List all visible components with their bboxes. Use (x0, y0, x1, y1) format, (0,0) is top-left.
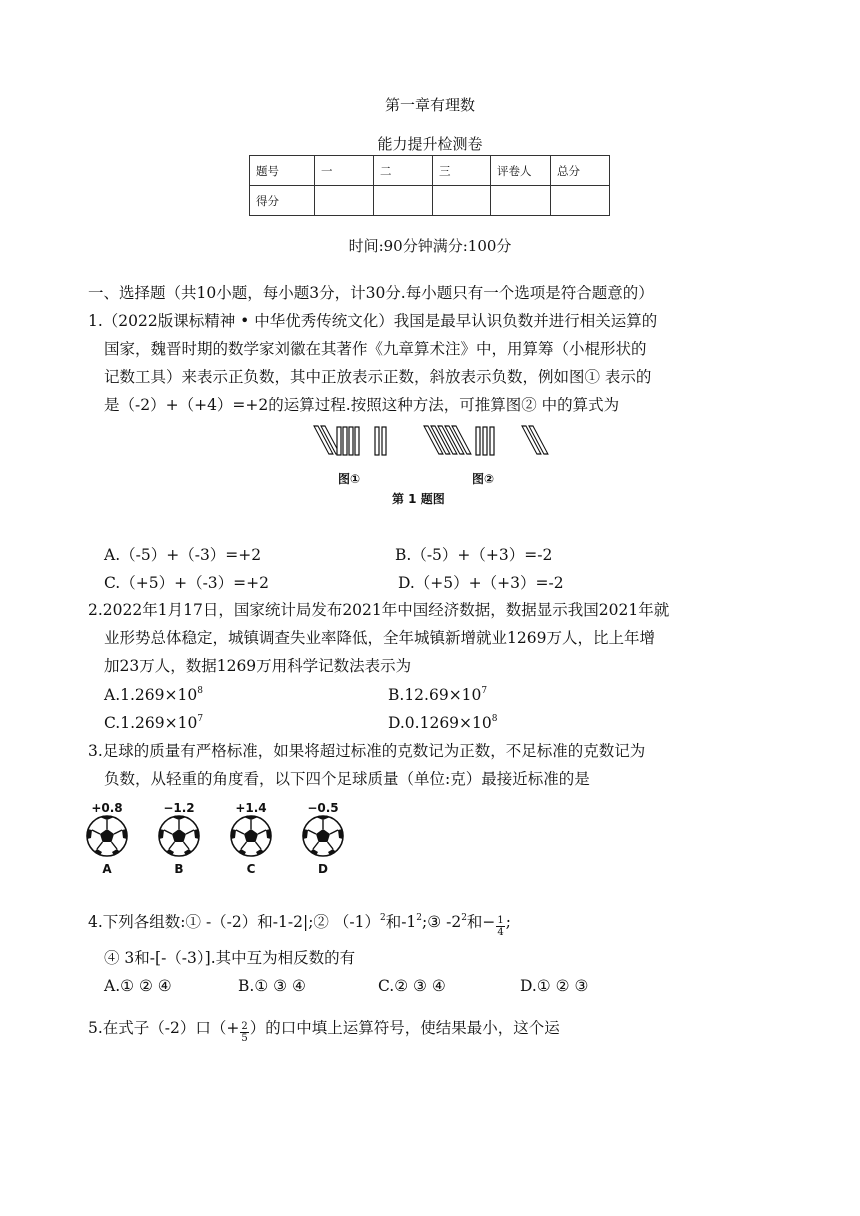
q2-option-d-base: D.0.1269×10 (388, 714, 492, 732)
q5-fraction (240, 1021, 248, 1044)
fraction-denominator: 5 (241, 1033, 248, 1044)
q2-option-d (388, 713, 497, 733)
ball-option-letter: D (318, 862, 328, 876)
q2-option-b-base: B.12.69×10 (388, 686, 482, 704)
figure-caption: 第 1 题图 (392, 492, 445, 506)
q4-text-line: ④ 3和-[-（-3）].其中互为相反数的有 (104, 949, 356, 967)
q2-option-c-exponent: 7 (197, 714, 204, 724)
ball-value-label: +0.8 (91, 801, 123, 815)
rod-group-negative-5 (424, 426, 471, 454)
q4-superscript: 2 (461, 913, 467, 923)
score-cell-empty (551, 186, 610, 216)
score-cell-empty (374, 186, 433, 216)
q2-text-line: 2.2022年1月17日，国家统计局发布2021年中国经济数据，数据显示我国2021年就 (88, 601, 670, 619)
fraction-numerator: 2 (241, 1021, 248, 1032)
q2-text-line: 加23万人，数据1269万用科学记数法表示为 (104, 657, 412, 675)
q4-option-d: D.① ② ③ (520, 977, 589, 995)
q4-superscript: 2 (416, 913, 423, 923)
ball-value-label: +1.4 (235, 801, 267, 815)
score-cell-empty (315, 186, 374, 216)
soccer-ball-icon (302, 815, 344, 857)
exam-subtitle: 能力提升检测卷 (377, 135, 483, 153)
q2-option-d-exponent: 8 (491, 714, 498, 724)
q4-text-segment: 和-1 (385, 913, 417, 931)
ball-option-letter: B (174, 862, 184, 876)
fraction-denominator: 4 (497, 927, 504, 938)
q5-text-line (88, 1018, 560, 1044)
q2-option-a (104, 685, 203, 705)
q4-option-b: B.① ③ ④ (238, 977, 306, 995)
score-table-score-row (250, 186, 610, 216)
rod-group-positive-3 (476, 427, 494, 455)
score-table (249, 155, 610, 216)
figure-2-label: 图② (472, 472, 495, 486)
q4-option-c: C.② ③ ④ (378, 977, 446, 995)
q5-text-segment: ）的口中填上运算符号，使结果最小，这个运 (249, 1019, 560, 1037)
ball-option-letter: A (102, 862, 112, 876)
q1-text-line: 国家，魏晋时期的数学家刘徽在其著作《九章算术注》中，用算筹（小棍形状的 (104, 340, 647, 358)
q2-option-b-exponent: 7 (481, 686, 488, 696)
counting-rods-figure (300, 422, 550, 462)
q4-text-segment: 4.下列各组数:① -（-2）和-1-2|;② （-1） (88, 913, 380, 931)
soccer-ball-icon (158, 815, 200, 857)
chapter-title: 第一章有理数 (384, 96, 475, 114)
rod-group-negative-2b (522, 426, 548, 454)
q2-option-a-exponent: 8 (197, 686, 203, 696)
score-cell: 二 (374, 156, 433, 186)
soccer-ball-icon (230, 815, 272, 857)
q4-text-segment: ;③ -2 (422, 913, 462, 931)
q1-text-line: 1.（2022版课标精神 • 中华优秀传统文化）我国是最早认识负数并进行相关运算的 (88, 312, 658, 330)
score-cell: 一 (315, 156, 374, 186)
q1-text-line: 记数工具）来表示正负数，其中正放表示正数，斜放表示负数，例如图① 表示的 (104, 368, 652, 386)
q1-option-b: B.（-5）+（+3）=-2 (395, 546, 553, 564)
ball-value-label: −1.2 (163, 801, 195, 815)
score-cell: 评卷人 (491, 156, 551, 186)
score-cell: 题号 (250, 156, 315, 186)
soccer-ball-icon (86, 815, 128, 857)
q4-fraction (496, 915, 504, 938)
rod-group-positive-2 (375, 427, 386, 455)
q1-option-c: C.（+5）+（-3）=+2 (104, 574, 270, 592)
score-table-header-row (250, 156, 610, 186)
score-cell: 总分 (551, 156, 610, 186)
q2-option-a-base: A.1.269×10 (104, 686, 198, 704)
q4-text-line (88, 912, 511, 938)
q4-superscript: 2 (379, 913, 386, 923)
q2-option-c-base: C.1.269×10 (104, 714, 198, 732)
q1-text-line: 是（-2）+（+4）=+2的运算过程.按照这种方法，可推算图② 中的算式为 (104, 396, 620, 414)
score-cell-empty (491, 186, 551, 216)
ball-option-letter: C (246, 862, 256, 876)
score-cell-empty (433, 186, 491, 216)
q2-option-b (388, 685, 487, 705)
q1-option-a: A.（-5）+（-3）=+2 (104, 546, 262, 564)
score-cell: 三 (433, 156, 491, 186)
q4-text-segment: ; (505, 913, 512, 931)
q4-option-a: A.① ② ④ (104, 977, 172, 995)
section-heading: 一、选择题（共10小题，每小题3分，计30分.每小题只有一个选项是符合题意的） (88, 284, 654, 302)
ball-value-label: −0.5 (307, 801, 339, 815)
rod-group-positive-4 (337, 427, 359, 455)
q3-text-line: 3.足球的质量有严格标准，如果将超过标准的克数记为正数，不足标准的克数记为 (88, 742, 646, 760)
score-cell: 得分 (250, 186, 315, 216)
q1-option-d: D.（+5）+（+3）=-2 (398, 574, 564, 592)
q2-text-line: 业形势总体稳定，城镇调查失业率降低，全年城镇新增就业1269万人，比上年增 (104, 629, 655, 647)
rod-group-negative-2 (314, 426, 340, 454)
q3-text-line: 负数，从轻重的角度看，以下四个足球质量（单位:克）最接近标准的是 (104, 770, 590, 788)
time-info: 时间:90分钟满分:100分 (348, 237, 512, 255)
fraction-numerator: 1 (497, 915, 504, 926)
q2-option-c (104, 713, 203, 733)
q5-text-segment: 5.在式子（-2）口（+ (88, 1019, 240, 1037)
figure-1-label: 图① (338, 472, 361, 486)
q4-text-segment: 和− (466, 913, 496, 931)
